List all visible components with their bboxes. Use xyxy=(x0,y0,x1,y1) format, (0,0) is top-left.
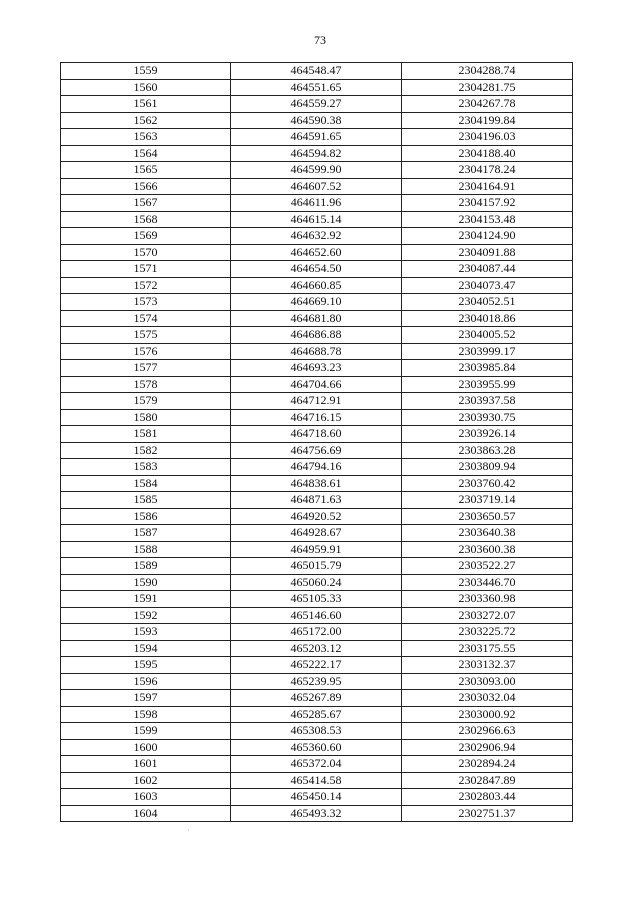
table-row xyxy=(61,607,573,624)
table-row xyxy=(61,261,573,278)
point-number-cell: 1602 xyxy=(61,772,231,789)
y-coordinate-cell: 2303225.72 xyxy=(402,624,573,641)
x-coordinate-cell: 465360.60 xyxy=(231,739,402,756)
table-row xyxy=(61,591,573,608)
y-coordinate-cell: 2303863.28 xyxy=(402,442,573,459)
table-row xyxy=(61,211,573,228)
x-coordinate-cell: 464704.66 xyxy=(231,376,402,393)
point-number-cell: 1604 xyxy=(61,805,231,822)
x-coordinate-cell: 464693.23 xyxy=(231,360,402,377)
y-coordinate-cell: 2303955.99 xyxy=(402,376,573,393)
point-number-cell: 1575 xyxy=(61,327,231,344)
x-coordinate-cell: 464681.80 xyxy=(231,310,402,327)
x-coordinate-cell: 464660.85 xyxy=(231,277,402,294)
point-number-cell: 1561 xyxy=(61,96,231,113)
table-row xyxy=(61,624,573,641)
table-row xyxy=(61,789,573,806)
scan-speck: · xyxy=(187,826,190,835)
y-coordinate-cell: 2302847.89 xyxy=(402,772,573,789)
table-row xyxy=(61,723,573,740)
point-number-cell: 1600 xyxy=(61,739,231,756)
point-number-cell: 1596 xyxy=(61,673,231,690)
y-coordinate-cell: 2304005.52 xyxy=(402,327,573,344)
point-number-cell: 1572 xyxy=(61,277,231,294)
y-coordinate-cell: 2304196.03 xyxy=(402,129,573,146)
table-row xyxy=(61,459,573,476)
y-coordinate-cell: 2302751.37 xyxy=(402,805,573,822)
table-row xyxy=(61,739,573,756)
point-number-cell: 1574 xyxy=(61,310,231,327)
table-row xyxy=(61,96,573,113)
table-row xyxy=(61,393,573,410)
y-coordinate-cell: 2304018.86 xyxy=(402,310,573,327)
y-coordinate-cell: 2303930.75 xyxy=(402,409,573,426)
y-coordinate-cell: 2303926.14 xyxy=(402,426,573,443)
y-coordinate-cell: 2304091.88 xyxy=(402,244,573,261)
table-row xyxy=(61,277,573,294)
table-row xyxy=(61,690,573,707)
table-row xyxy=(61,426,573,443)
x-coordinate-cell: 464756.69 xyxy=(231,442,402,459)
y-coordinate-cell: 2303522.27 xyxy=(402,558,573,575)
y-coordinate-cell: 2303719.14 xyxy=(402,492,573,509)
table-row xyxy=(61,706,573,723)
point-number-cell: 1595 xyxy=(61,657,231,674)
y-coordinate-cell: 2303175.55 xyxy=(402,640,573,657)
y-coordinate-cell: 2303446.70 xyxy=(402,574,573,591)
table-row xyxy=(61,63,573,80)
point-number-cell: 1576 xyxy=(61,343,231,360)
y-coordinate-cell: 2303032.04 xyxy=(402,690,573,707)
x-coordinate-cell: 464959.91 xyxy=(231,541,402,558)
x-coordinate-cell: 465105.33 xyxy=(231,591,402,608)
table-row xyxy=(61,805,573,822)
x-coordinate-cell: 465493.32 xyxy=(231,805,402,822)
x-coordinate-cell: 464686.88 xyxy=(231,327,402,344)
point-number-cell: 1566 xyxy=(61,178,231,195)
y-coordinate-cell: 2302966.63 xyxy=(402,723,573,740)
table-row xyxy=(61,376,573,393)
table-row xyxy=(61,640,573,657)
y-coordinate-cell: 2304288.74 xyxy=(402,63,573,80)
point-number-cell: 1593 xyxy=(61,624,231,641)
x-coordinate-cell: 464688.78 xyxy=(231,343,402,360)
x-coordinate-cell: 464838.61 xyxy=(231,475,402,492)
y-coordinate-cell: 2303650.57 xyxy=(402,508,573,525)
coordinates-table xyxy=(60,62,573,822)
table-row xyxy=(61,195,573,212)
y-coordinate-cell: 2303600.38 xyxy=(402,541,573,558)
x-coordinate-cell: 464615.14 xyxy=(231,211,402,228)
point-number-cell: 1568 xyxy=(61,211,231,228)
y-coordinate-cell: 2304267.78 xyxy=(402,96,573,113)
x-coordinate-cell: 464607.52 xyxy=(231,178,402,195)
x-coordinate-cell: 464632.92 xyxy=(231,228,402,245)
table-row xyxy=(61,508,573,525)
point-number-cell: 1580 xyxy=(61,409,231,426)
x-coordinate-cell: 464591.65 xyxy=(231,129,402,146)
x-coordinate-cell: 464594.82 xyxy=(231,145,402,162)
table-row xyxy=(61,442,573,459)
y-coordinate-cell: 2304153.48 xyxy=(402,211,573,228)
x-coordinate-cell: 465308.53 xyxy=(231,723,402,740)
point-number-cell: 1573 xyxy=(61,294,231,311)
y-coordinate-cell: 2302803.44 xyxy=(402,789,573,806)
table-row xyxy=(61,492,573,509)
table-row xyxy=(61,756,573,773)
point-number-cell: 1589 xyxy=(61,558,231,575)
x-coordinate-cell: 465172.00 xyxy=(231,624,402,641)
y-coordinate-cell: 2303272.07 xyxy=(402,607,573,624)
table-row xyxy=(61,327,573,344)
page-number: 73 xyxy=(314,33,326,47)
table-row xyxy=(61,244,573,261)
point-number-cell: 1590 xyxy=(61,574,231,591)
point-number-cell: 1603 xyxy=(61,789,231,806)
point-number-cell: 1569 xyxy=(61,228,231,245)
x-coordinate-cell: 465146.60 xyxy=(231,607,402,624)
table-row xyxy=(61,541,573,558)
point-number-cell: 1583 xyxy=(61,459,231,476)
point-number-cell: 1594 xyxy=(61,640,231,657)
y-coordinate-cell: 2304124.90 xyxy=(402,228,573,245)
x-coordinate-cell: 465414.58 xyxy=(231,772,402,789)
y-coordinate-cell: 2304188.40 xyxy=(402,145,573,162)
table-row xyxy=(61,310,573,327)
point-number-cell: 1563 xyxy=(61,129,231,146)
point-number-cell: 1588 xyxy=(61,541,231,558)
point-number-cell: 1564 xyxy=(61,145,231,162)
table-row xyxy=(61,178,573,195)
x-coordinate-cell: 464611.96 xyxy=(231,195,402,212)
point-number-cell: 1599 xyxy=(61,723,231,740)
x-coordinate-cell: 464928.67 xyxy=(231,525,402,542)
y-coordinate-cell: 2304164.91 xyxy=(402,178,573,195)
x-coordinate-cell: 465015.79 xyxy=(231,558,402,575)
point-number-cell: 1581 xyxy=(61,426,231,443)
table-row xyxy=(61,228,573,245)
x-coordinate-cell: 464548.47 xyxy=(231,63,402,80)
x-coordinate-cell: 465285.67 xyxy=(231,706,402,723)
table-row xyxy=(61,673,573,690)
point-number-cell: 1586 xyxy=(61,508,231,525)
coordinates-table-body xyxy=(61,63,573,822)
y-coordinate-cell: 2304073.47 xyxy=(402,277,573,294)
y-coordinate-cell: 2304281.75 xyxy=(402,79,573,96)
table-row xyxy=(61,145,573,162)
x-coordinate-cell: 464920.52 xyxy=(231,508,402,525)
table-row xyxy=(61,657,573,674)
x-coordinate-cell: 464654.50 xyxy=(231,261,402,278)
x-coordinate-cell: 465372.04 xyxy=(231,756,402,773)
y-coordinate-cell: 2303760.42 xyxy=(402,475,573,492)
point-number-cell: 1582 xyxy=(61,442,231,459)
y-coordinate-cell: 2303999.17 xyxy=(402,343,573,360)
y-coordinate-cell: 2303640.38 xyxy=(402,525,573,542)
table-row xyxy=(61,475,573,492)
x-coordinate-cell: 464716.15 xyxy=(231,409,402,426)
y-coordinate-cell: 2303000.92 xyxy=(402,706,573,723)
point-number-cell: 1592 xyxy=(61,607,231,624)
x-coordinate-cell: 465267.89 xyxy=(231,690,402,707)
y-coordinate-cell: 2303985.84 xyxy=(402,360,573,377)
x-coordinate-cell: 465450.14 xyxy=(231,789,402,806)
point-number-cell: 1560 xyxy=(61,79,231,96)
table-row xyxy=(61,294,573,311)
x-coordinate-cell: 464794.16 xyxy=(231,459,402,476)
x-coordinate-cell: 464712.91 xyxy=(231,393,402,410)
table-row xyxy=(61,574,573,591)
x-coordinate-cell: 464599.90 xyxy=(231,162,402,179)
table-row xyxy=(61,772,573,789)
x-coordinate-cell: 464669.10 xyxy=(231,294,402,311)
y-coordinate-cell: 2303093.00 xyxy=(402,673,573,690)
table-row xyxy=(61,360,573,377)
point-number-cell: 1601 xyxy=(61,756,231,773)
x-coordinate-cell: 465222.17 xyxy=(231,657,402,674)
x-coordinate-cell: 464652.60 xyxy=(231,244,402,261)
x-coordinate-cell: 464590.38 xyxy=(231,112,402,129)
y-coordinate-cell: 2304087.44 xyxy=(402,261,573,278)
point-number-cell: 1570 xyxy=(61,244,231,261)
x-coordinate-cell: 465239.95 xyxy=(231,673,402,690)
table-row xyxy=(61,79,573,96)
table-row xyxy=(61,162,573,179)
x-coordinate-cell: 465203.12 xyxy=(231,640,402,657)
x-coordinate-cell: 464551.65 xyxy=(231,79,402,96)
y-coordinate-cell: 2303937.58 xyxy=(402,393,573,410)
y-coordinate-cell: 2304178.24 xyxy=(402,162,573,179)
x-coordinate-cell: 464718.60 xyxy=(231,426,402,443)
table-row xyxy=(61,558,573,575)
table-row xyxy=(61,343,573,360)
point-number-cell: 1562 xyxy=(61,112,231,129)
y-coordinate-cell: 2304199.84 xyxy=(402,112,573,129)
point-number-cell: 1587 xyxy=(61,525,231,542)
point-number-cell: 1591 xyxy=(61,591,231,608)
y-coordinate-cell: 2302906.94 xyxy=(402,739,573,756)
y-coordinate-cell: 2303360.98 xyxy=(402,591,573,608)
point-number-cell: 1567 xyxy=(61,195,231,212)
point-number-cell: 1585 xyxy=(61,492,231,509)
table-row xyxy=(61,129,573,146)
point-number-cell: 1571 xyxy=(61,261,231,278)
x-coordinate-cell: 465060.24 xyxy=(231,574,402,591)
table-row xyxy=(61,112,573,129)
point-number-cell: 1597 xyxy=(61,690,231,707)
table-row xyxy=(61,409,573,426)
point-number-cell: 1578 xyxy=(61,376,231,393)
point-number-cell: 1584 xyxy=(61,475,231,492)
y-coordinate-cell: 2303809.94 xyxy=(402,459,573,476)
y-coordinate-cell: 2304052.51 xyxy=(402,294,573,311)
point-number-cell: 1579 xyxy=(61,393,231,410)
table-row xyxy=(61,525,573,542)
x-coordinate-cell: 464559.27 xyxy=(231,96,402,113)
x-coordinate-cell: 464871.63 xyxy=(231,492,402,509)
point-number-cell: 1559 xyxy=(61,63,231,80)
y-coordinate-cell: 2304157.92 xyxy=(402,195,573,212)
y-coordinate-cell: 2303132.37 xyxy=(402,657,573,674)
point-number-cell: 1577 xyxy=(61,360,231,377)
point-number-cell: 1565 xyxy=(61,162,231,179)
point-number-cell: 1598 xyxy=(61,706,231,723)
y-coordinate-cell: 2302894.24 xyxy=(402,756,573,773)
